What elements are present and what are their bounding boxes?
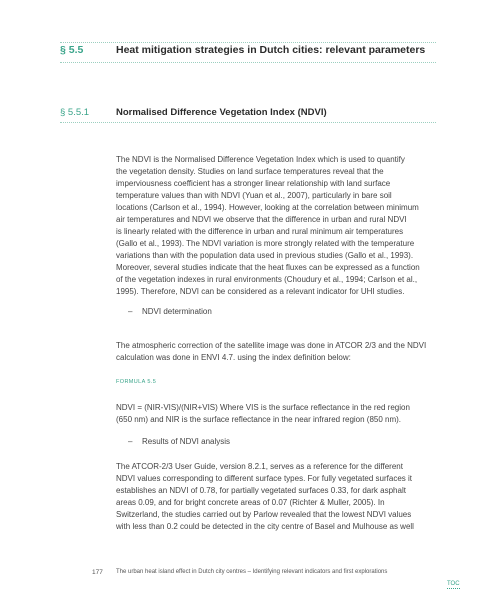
subsection-rule — [60, 122, 436, 123]
paragraph-line: The ATCOR-2/3 User Guide, version 8.2.1, serves as a reference for the different — [116, 462, 403, 471]
paragraph-line: locations (Carlson et al., 1994). However, looking at the correlation between minimum — [116, 203, 419, 212]
paragraph-line: the vegetation density. Studies on land surface temperatures reveal that the — [116, 167, 384, 176]
paragraph-line: of the vegetation indexes in rural environments (Choudury et al., 1994; Carlson et al., — [116, 275, 418, 284]
formula-line: NDVI = (NIR-VIS)/(NIR+VIS) Where VIS is the surface reflectance in the red region — [116, 403, 410, 412]
section-heading — [60, 44, 436, 68]
paragraph-line: air temperatures and NDVI we observe that the difference in urban and rural NDVI — [116, 215, 407, 224]
bullet-text: NDVI determination — [142, 307, 212, 316]
subsection-heading — [60, 107, 436, 127]
paragraph-line: establishes an NDVI of 0.78, for partially vegetated surfaces 0.33, for dark asphalt — [116, 486, 406, 495]
paragraph-line: 1995). Therefore, NDVI can be considered as a relevant indicator for UHI studies. — [116, 287, 405, 296]
paragraph-line: Switzerland, the studies carried out by Parlow revealed that the lowest NDVI values — [116, 510, 412, 519]
paragraph-atmospheric-correction — [116, 340, 434, 364]
paragraph-line: imperviousness coefficient has a stronger linear relationship with land surface — [116, 179, 391, 188]
paragraph-atcor-guide — [116, 461, 434, 533]
formula-line: (650 nm) and NIR is the surface reflectance in the near infrared region (850 nm). — [116, 415, 402, 424]
toc-link[interactable]: TOC — [447, 581, 460, 587]
paragraph-line: is linearly related with the difference in urban and rural minimum air temperatures — [116, 227, 404, 236]
bullet-text: Results of NDVI analysis — [142, 437, 231, 446]
section-rule-top — [60, 42, 436, 43]
subsection-number: § 5.5.1 — [60, 107, 90, 118]
page-number: 177 — [92, 569, 103, 576]
paragraph-ndvi-intro — [116, 154, 434, 298]
paragraph-line: (Gallo et al., 1993). The NDVI variation is more strongly related with the temperature — [116, 239, 415, 248]
bullet-results-ndvi — [128, 436, 230, 448]
paragraph-line: areas 0.09, and for bright concrete areas of 0.07 (Richter & Muller, 2005). In — [116, 498, 385, 507]
bullet-ndvi-determination — [128, 306, 212, 318]
paragraph-line: temperature values than with NDVI (Yuan et al., 2007), particularly in bare soil — [116, 191, 392, 200]
paragraph-line: variations than with the population data used in previous studies (Gallo et al., 1993). — [116, 251, 414, 260]
bullet-dash: – — [128, 437, 133, 446]
section-title: Heat mitigation strategies in Dutch cities: relevant parameters — [116, 44, 426, 56]
formula-text — [116, 402, 434, 426]
subsection-title: Normalised Difference Vegetation Index (NDVI) — [116, 107, 327, 118]
formula-label: FORMULA 5.5 — [116, 379, 157, 385]
section-rule-bottom — [60, 62, 436, 63]
section-number: § 5.5 — [60, 44, 84, 56]
paragraph-line: Moreover, several studies indicate that the heat fluxes can be expressed as a function — [116, 263, 420, 272]
paragraph-line: NDVI values corresponding to different surface types. For fully vegetated surfaces it — [116, 474, 412, 483]
paragraph-line: calculation was done in ENVI 4.7. using the index definition below: — [116, 353, 351, 362]
bullet-dash: – — [128, 307, 133, 316]
paragraph-line: with less than 0.2 could be detected in the city centre of Basel and Mulhouse as well — [116, 522, 414, 531]
paragraph-line: The atmospheric correction of the satellite image was done in ATCOR 2/3 and the NDVI — [116, 341, 427, 350]
paragraph-line: The NDVI is the Normalised Difference Vegetation Index which is used to quantify — [116, 155, 405, 164]
running-footer: The urban heat island effect in Dutch city centres – Identifying relevant indicators and first explorations — [116, 569, 388, 575]
